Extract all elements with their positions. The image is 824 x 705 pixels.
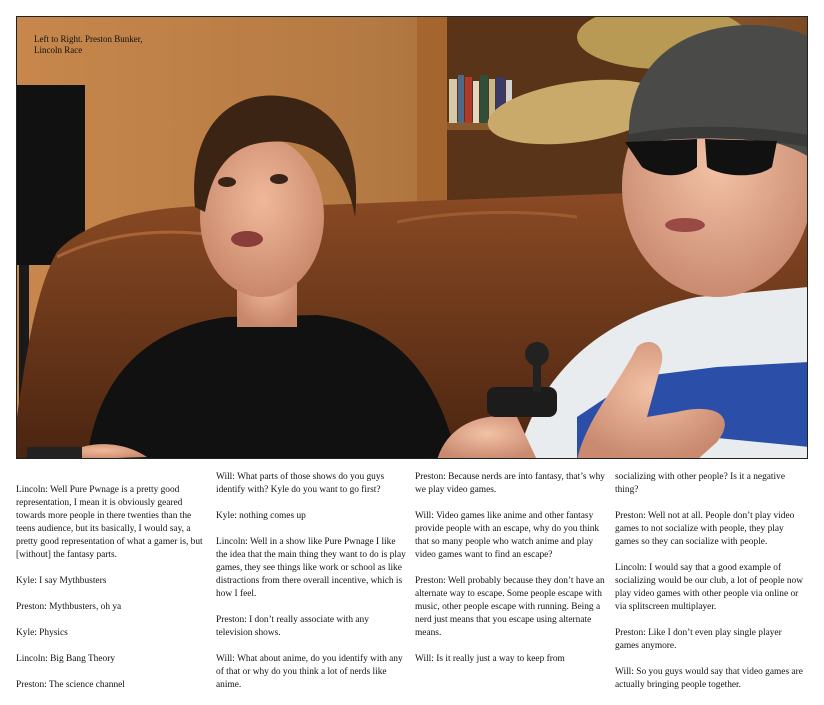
interview-photo (16, 16, 808, 459)
text-column-2 (216, 471, 406, 705)
paragraph: Preston: Mythbusters, oh ya (16, 602, 122, 612)
paragraph: Lincoln: Big Bang Theory (16, 654, 116, 664)
paragraph: Preston: Well not at all. People don’t play video games to not socialize with people, they play games so they can socialize with people. (615, 511, 795, 547)
text-column-4 (615, 471, 805, 705)
photo-illustration (17, 17, 808, 459)
paragraph: Lincoln: Well Pure Pwnage is a pretty good representation, I mean it is obviously geared towards more people in there twenties than the teens audience, but its basically, I would say, a pretty good representation of what a gamer is, but [without] the fantasy parts. (16, 485, 203, 560)
paragraph: Preston: Because nerds are into fantasy, that’s why we play video games. (415, 472, 605, 495)
paragraph: Preston: Like I don’t even play single player games anymore. (615, 628, 782, 651)
paragraph: Preston: Well probably because they don’t have an alternate way to escape. Some people escape with music, other people escape with running. Being a nerd just means that you escape using alternate means. (415, 576, 605, 638)
paragraph: Preston: I don’t really associate with any television shows. (216, 615, 369, 638)
paragraph: Lincoln: I would say that a good example of socializing would be our club, a lot of people now play video games with other people via online or via splitscreen multiplayer. (615, 563, 803, 612)
paragraph: Lincoln: Well in a show like Pure Pwnage I like the idea that the main thing they want to do is play games, they see things like work or school as like distractions from there overall incentive, which is how I feel. (216, 537, 406, 599)
paragraph: Kyle: I say Mythbusters (16, 576, 107, 586)
paragraph: Will: What about anime, do you identify with any of that or why do you think a lot of nerds like anime. (216, 654, 403, 690)
text-column-3 (415, 471, 605, 679)
controller (487, 387, 557, 417)
paragraph: Will: Video games like anime and other fantasy provide people with an escape, why do you think that so many people who watch anime and play video games want to find an escape? (415, 511, 600, 560)
paragraph: socializing with other people? Is it a negative thing? (615, 472, 785, 495)
paragraph: Kyle: nothing comes up (216, 511, 306, 521)
text-column-1 (16, 484, 206, 705)
paragraph: Kyle: Physics (16, 628, 68, 638)
photo-caption: Left to Right. Preston Bunker, Lincoln Race (34, 34, 143, 55)
paragraph: Preston: The science channel (16, 680, 125, 690)
paragraph: Will: Is it really just a way to keep from (415, 654, 565, 664)
paragraph: Will: So you guys would say that video games are actually bringing people together. (615, 667, 803, 690)
paragraph: Will: What parts of those shows do you guys identify with? Kyle do you want to go first? (216, 472, 385, 495)
